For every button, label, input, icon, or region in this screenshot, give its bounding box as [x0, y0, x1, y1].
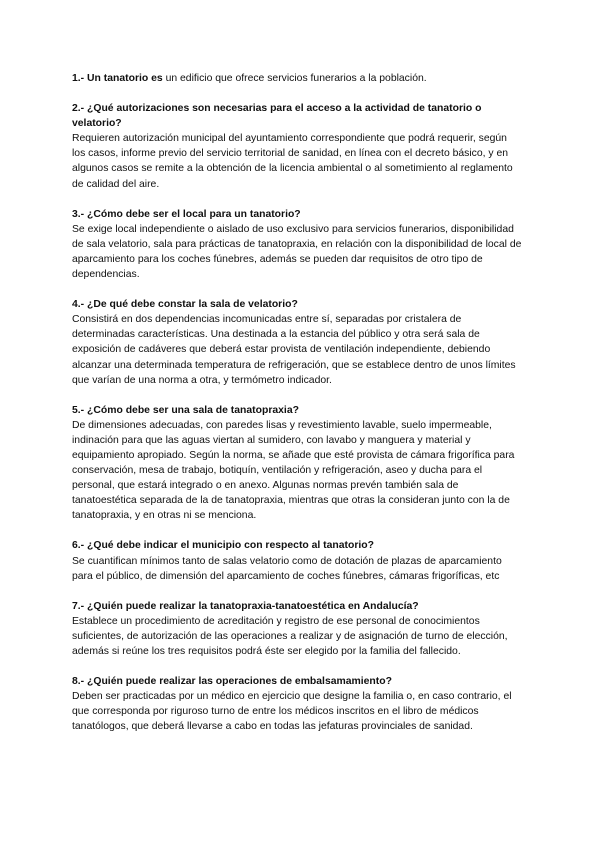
qa-item-6: [72, 538, 522, 583]
item-1-question: Un tanatorio es: [87, 73, 163, 84]
item-4-heading: [72, 297, 522, 312]
item-1-line: [72, 71, 522, 86]
item-1-number: 1.-: [72, 73, 85, 84]
item-3-question: ¿Cómo debe ser el local para un tanatorio?: [87, 208, 301, 220]
qa-item-1: [72, 71, 522, 86]
item-5-answer: De dimensiones adecuadas, con paredes lisas y revestimiento lavable, suelo impermeable, indinación para que las aguas viertan al sumidero, con lavabo y manguera y material y equipamiento apropiado. Según la norma, se añade que esté provista de cámara frigorífica para conservación, mesa de trabajo, botiquín, ventilación y refrigeración, aseo y ducha para el personal, que estará integrado o en anexo. Algunas normas prevén también sala de tanatoestética separada de la de tanatopraxia, mientras que otras la consideran junto con la de tanatopraxia, y en otras ni se menciona.: [72, 419, 515, 522]
item-8-heading: [72, 674, 522, 689]
item-2-heading: [72, 101, 522, 131]
item-7-question: ¿Quién puede realizar la tanatopraxia-tanatoestética en Andalucía?: [87, 600, 419, 612]
qa-item-8: [72, 674, 522, 734]
item-8-answer: Deben ser practicadas por un médico en ejercicio que designe la familia o, en caso contrario, el que corresponda por riguroso turno de entre los médicos inscritos en el libro de médicos tanatólogos, que deberá llevarse a cabo en todas las jefaturas provinciales de sanidad.: [72, 691, 512, 733]
item-3-heading: [72, 207, 522, 222]
item-8-question: ¿Quién puede realizar las operaciones de embalsamamiento?: [87, 676, 392, 688]
item-4-number: 4.-: [72, 299, 85, 311]
item-3-number: 3.-: [72, 208, 85, 220]
item-6-answer: Se cuantifican mínimos tanto de salas velatorio como de dotación de plazas de aparcamiento para el público, de dimensión del aparcamiento de coches fúnebres, cámaras frigoríficas, etc: [72, 555, 502, 582]
item-6-heading: [72, 538, 522, 553]
item-5-heading: [72, 403, 522, 418]
document-body: [72, 71, 522, 749]
qa-item-2: [72, 101, 522, 192]
item-4-question: ¿De qué debe constar la sala de velatorio?: [87, 299, 298, 311]
item-5-question: ¿Cómo debe ser una sala de tanatopraxia?: [87, 404, 299, 416]
item-1-answer: un edificio que ofrece servicios funerarios a la población.: [165, 73, 427, 84]
item-7-heading: [72, 599, 522, 614]
item-5-number: 5.-: [72, 404, 85, 416]
item-2-question: ¿Qué autorizaciones son necesarias para el acceso a la actividad de tanatorio o velatorio?: [72, 103, 482, 130]
qa-item-4: [72, 297, 522, 388]
item-2-answer: Requieren autorización municipal del ayuntamiento correspondiente que podrá requerir, según los casos, informe previo del servicio territorial de sanidad, en línea con el decreto básico, y en algunos casos se remite a la obtención de la licencia ambiental o al sometimiento al reglamento de calidad del aire.: [72, 133, 513, 190]
item-8-number: 8.-: [72, 676, 85, 688]
qa-item-5: [72, 403, 522, 524]
item-7-number: 7.-: [72, 600, 85, 612]
item-6-number: 6.-: [72, 540, 85, 552]
item-6-question: ¿Qué debe indicar el municipio con respecto al tanatorio?: [87, 540, 374, 552]
item-4-answer: Consistirá en dos dependencias incomunicadas entre sí, separadas por cristalera de determinadas características. Una destinada a la estancia del público y otra será sala de exposición de cadáveres que deberá estar provista de ventilación independiente, debiendo alcanzar una determinada temperatura de refrigeración, que se establece dentro de unos límites que varían de una norma a otra, y termómetro indicador.: [72, 314, 516, 386]
qa-item-7: [72, 599, 522, 659]
qa-item-3: [72, 207, 522, 282]
item-3-answer: Se exige local independiente o aislado de uso exclusivo para servicios funerarios, disponibilidad de sala velatorio, sala para prácticas de tanatopraxia, en relación con la disponibilidad de local de aparcamiento para los coches fúnebres, además se pueden dar requisitos de otro tipo de dependencias.: [72, 223, 522, 281]
item-7-answer: Establece un procedimiento de acreditación y registro de ese personal de conocimientos suficientes, de autorización de las operaciones a realizar y de asignación de turno de elección, además si reúne los tres requisitos podrá éste ser elegido por la familia del fallecido.: [72, 615, 508, 657]
item-2-number: 2.-: [72, 103, 85, 115]
